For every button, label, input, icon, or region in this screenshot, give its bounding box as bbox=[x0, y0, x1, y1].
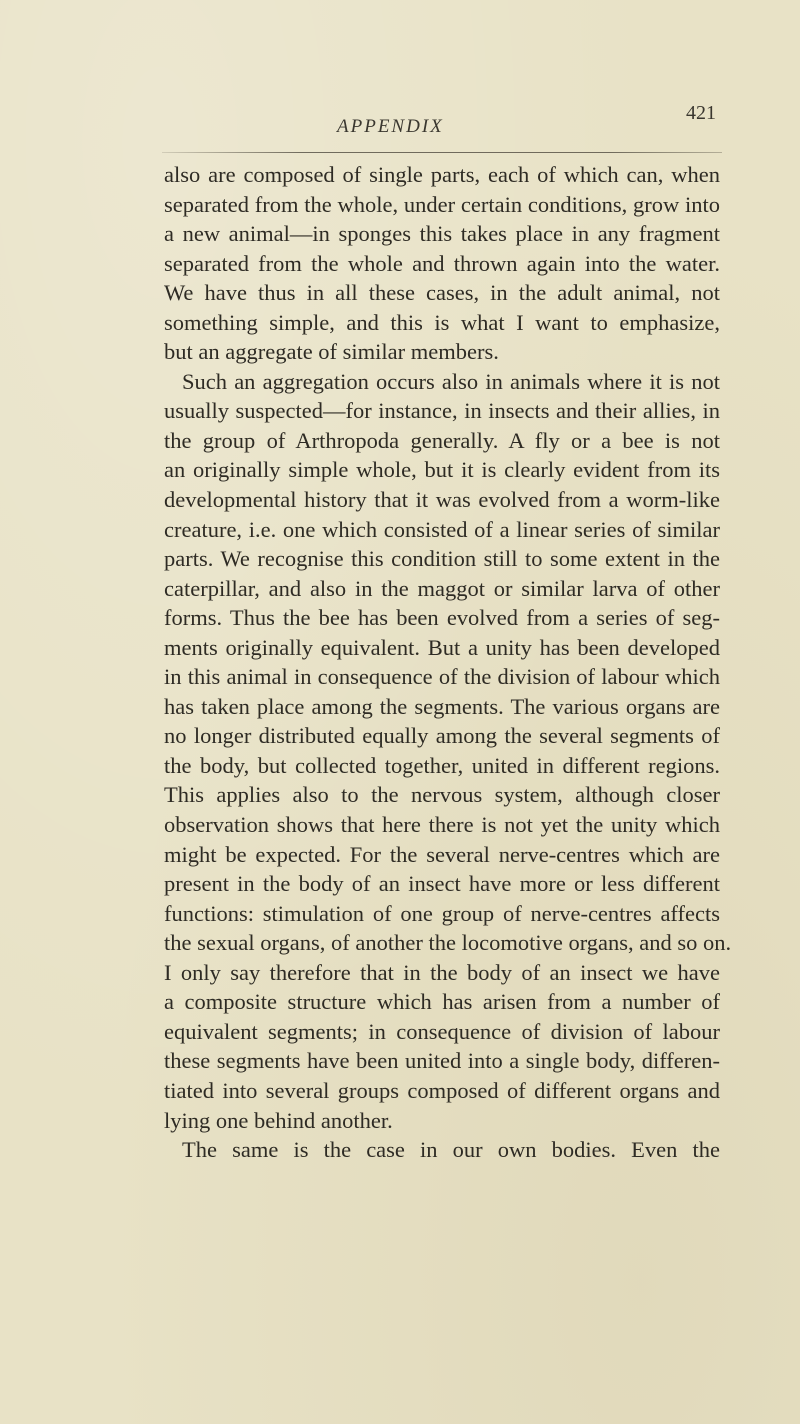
text-line: a composite structure which has arisen from a number of bbox=[164, 989, 720, 1015]
text-line: these segments have been united into a single body, differen- bbox=[164, 1048, 720, 1074]
text-line: We have thus in all these cases, in the adult animal, not bbox=[164, 280, 720, 306]
text-line: an originally simple whole, but it is clearly evident from its bbox=[164, 457, 720, 483]
text-line: no longer distributed equally among the several segments of bbox=[164, 723, 720, 749]
text-line: forms. Thus the bee has been evolved from a series of seg- bbox=[164, 605, 720, 631]
text-line: something simple, and this is what I want to emphasize, bbox=[164, 309, 720, 335]
text-line: ments originally equivalent. But a unity has been developed bbox=[164, 634, 720, 660]
text-line: creature, i.e. one which consisted of a linear series of similar bbox=[164, 516, 720, 542]
text-line: also are composed of single parts, each of which can, when bbox=[164, 162, 720, 187]
text-line: present in the body of an insect have more or less different bbox=[164, 871, 720, 897]
text-line: The same is the case in our own bodies. Even the bbox=[182, 1137, 720, 1163]
text-line: separated from the whole, under certain conditions, grow into bbox=[164, 191, 720, 217]
text-line: a new animal—in sponges this takes place in any fragment bbox=[164, 221, 720, 247]
text-line: usually suspected—for instance, in insects and their allies, in bbox=[164, 398, 720, 424]
page-number: 421 bbox=[686, 102, 716, 124]
text-line: separated from the whole and thrown again into the water. bbox=[164, 250, 720, 276]
text-line: but an aggregate of similar members. bbox=[164, 339, 499, 365]
text-line: tiated into several groups composed of different organs and bbox=[164, 1077, 720, 1103]
text-line: in this animal in consequence of the division of labour which bbox=[164, 664, 720, 690]
text-line: functions: stimulation of one group of nerve-centres affects bbox=[164, 900, 720, 926]
text-line: Such an aggregation occurs also in animals where it is not bbox=[182, 368, 720, 394]
text-line: might be expected. For the several nerve-centres which are bbox=[164, 841, 720, 867]
text-line: developmental history that it was evolved from a worm-like bbox=[164, 487, 720, 513]
text-line: has taken place among the segments. The various organs are bbox=[164, 693, 720, 719]
text-line: I only say therefore that in the body of an insect we have bbox=[164, 959, 720, 985]
text-line: caterpillar, and also in the maggot or similar larva of other bbox=[164, 575, 720, 601]
text-line: equivalent segments; in consequence of division of labour bbox=[164, 1018, 720, 1044]
text-line: the body, but collected together, united in different regions. bbox=[164, 752, 720, 778]
body-text bbox=[164, 160, 732, 1165]
text-line: the group of Arthropoda generally. A fly or a bee is not bbox=[164, 427, 720, 453]
text-line: observation shows that here there is not yet the unity which bbox=[164, 812, 720, 838]
page-header bbox=[165, 102, 718, 146]
running-head: APPENDIX bbox=[337, 116, 444, 137]
text-line: parts. We recognise this condition still to some extent in the bbox=[164, 546, 720, 572]
text-line: This applies also to the nervous system, although closer bbox=[164, 782, 720, 808]
header-rule bbox=[162, 152, 722, 153]
text-line: lying one behind another. bbox=[164, 1107, 393, 1133]
text-line: the sexual organs, of another the locomotive organs, and so on. bbox=[164, 930, 732, 956]
